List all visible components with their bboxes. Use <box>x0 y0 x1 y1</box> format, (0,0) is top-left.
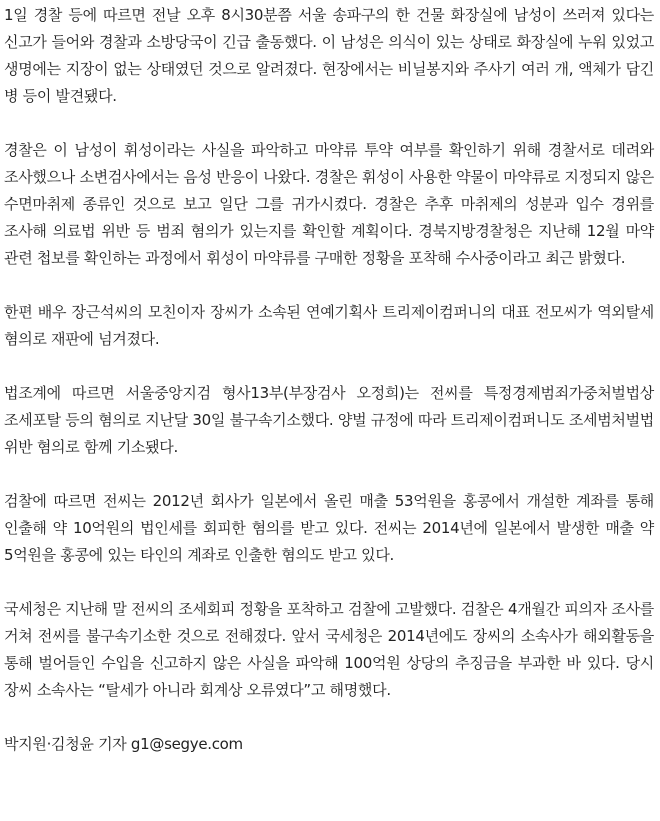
article-byline: 박지원·김청윤 기자 g1@segye.com <box>4 735 243 753</box>
article-paragraph-5: 검찰에 따르면 전씨는 2012년 회사가 일본에서 올린 매출 53억원을 홍콩에서 개설한 계좌를 통해 인출해 약 10억원의 법인세를 회피한 혐의를 받고 있다. 전씨는 2014년에 일본에서 발생한 매출 약 5억원을 홍콩에 있는 타인의 계좌로 인출한 혐의도 받고 있다. <box>4 492 654 564</box>
article-paragraph-3: 한편 배우 장근석씨의 모친이자 장씨가 소속된 연예기획사 트리제이컴퍼니의 대표 전모씨가 역외탈세 혐의로 재판에 넘겨졌다. <box>4 303 654 348</box>
article-body <box>4 2 654 758</box>
article-paragraph-2: 경찰은 이 남성이 휘성이라는 사실을 파악하고 마약류 투약 여부를 확인하기 위해 경찰서로 데려와 조사했으나 소변검사에서는 음성 반응이 나왔다. 경찰은 휘성이 사용한 약물이 마약류로 지정되지 않은 수면마취제 종류인 것으로 보고 일단 그를 귀가시켰다. 경찰은 추후 마취제의 성분과 입수 경위를 조사해 의료법 위반 등 범죄 혐의가 있는지를 확인할 계획이다. 경북지방경찰청은 지난해 12월 마약 관련 첩보를 확인하는 과정에서 휘성이 마약류를 구매한 정황을 포착해 수사중이라고 최근 밝혔다. <box>4 141 654 267</box>
article-paragraph-1: 1일 경찰 등에 따르면 전날 오후 8시30분쯤 서울 송파구의 한 건물 화장실에 남성이 쓰러져 있다는 신고가 들어와 경찰과 소방당국이 긴급 출동했다. 이 남성은 의식이 있는 상태로 화장실에 누워 있었고 생명에는 지장이 없는 상태였던 것으로 알려졌다. 현장에서는 비닐봉지와 주사기 여러 개, 액체가 담긴 병 등이 발견됐다. <box>4 6 654 105</box>
article-paragraph-6: 국세청은 지난해 말 전씨의 조세회피 정황을 포착하고 검찰에 고발했다. 검찰은 4개월간 피의자 조사를 거쳐 전씨를 불구속기소한 것으로 전해졌다. 앞서 국세청은 2014년에도 장씨의 소속사가 해외활동을 통해 벌어들인 수입을 신고하지 않은 사실을 파악해 100억원 상당의 추징금을 부과한 바 있다. 당시 장씨 소속사는 “탈세가 아니라 회계상 오류였다”고 해명했다. <box>4 600 654 699</box>
article-paragraph-4: 법조계에 따르면 서울중앙지검 형사13부(부장검사 오정희)는 전씨를 특정경제범죄가중처벌법상 조세포탈 등의 혐의로 지난달 30일 불구속기소했다. 양벌 규정에 따라 트리제이컴퍼니도 조세범처벌법 위반 혐의로 함께 기소됐다. <box>4 384 654 456</box>
